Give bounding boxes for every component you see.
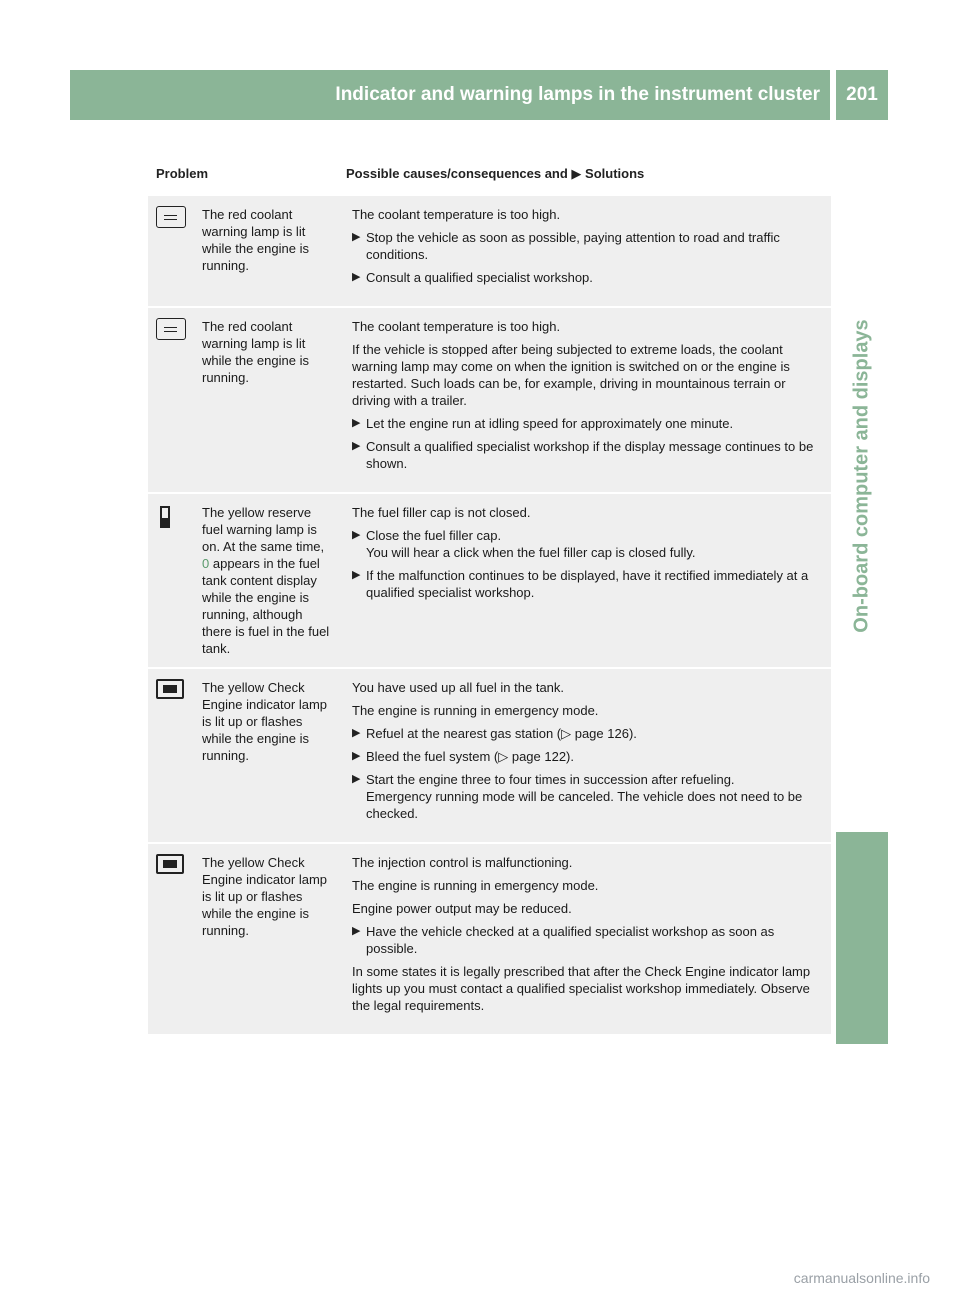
solution-step: ▶ Consult a qualified specialist workshop if the display message continues to be shown. [352, 439, 814, 471]
explanation-text: The engine is running in emergency mode. [352, 703, 599, 718]
explanation-text: If the vehicle is stopped after being subjected to extreme loads, the coolant warning lamp may come on when the ignition is switched on or the engine is restarted. Such loads can be, for example, driving in mountainous terrain or driving with a trailer. [352, 342, 790, 408]
page-reference-link[interactable]: Bleed the fuel system (▷ page 122). [366, 749, 574, 764]
page-reference-link[interactable]: Refuel at the nearest gas station (▷ page 126). [366, 726, 637, 741]
table-row [148, 194, 831, 306]
solution-step: ▶ Refuel at the nearest gas station (▷ page 126). [352, 725, 821, 742]
solution-step: ▶ Start the engine three to four times in succession after refueling. Emergency running mode will be canceled. The vehicle does not need to be checked. [352, 772, 803, 821]
table-row [148, 492, 831, 667]
problem-text: The yellow reserve fuel warning lamp is on. At the same time, 0 appears in the fuel tank content display while the engine is running, although there is fuel in the fuel tank. [202, 505, 330, 656]
check-engine-icon [156, 854, 184, 874]
problem-text: The yellow Check Engine indicator lamp is lit up or flashes while the engine is running. [202, 855, 328, 938]
problem-text: The red coolant warning lamp is lit while the engine is running. [202, 207, 309, 273]
check-engine-icon [156, 679, 184, 699]
column-header-solutions: Possible causes/consequences and ▶ Solutions [346, 166, 645, 181]
troubleshooting-table [148, 150, 831, 1034]
solution-step: ▶ If the malfunction continues to be displayed, have it rectified immediately at a qualified specialist workshop. [352, 568, 809, 600]
explanation-text: Engine power output may be reduced. [352, 901, 572, 916]
problem-text: The red coolant warning lamp is lit while the engine is running. [202, 319, 309, 385]
explanation-text: The engine is running in emergency mode. [352, 878, 599, 893]
coolant-warning-icon [156, 206, 186, 228]
page-title: Indicator and warning lamps in the instrument cluster [335, 84, 820, 105]
solution-step: ▶ Bleed the fuel system (▷ page 122). [352, 748, 821, 765]
table-row [148, 842, 831, 1034]
side-color-block [836, 832, 888, 1044]
solution-step: ▶ Have the vehicle checked at a qualified specialist workshop as soon as possible. [352, 924, 775, 956]
page-number: 201 [846, 84, 878, 105]
cause-text: The coolant temperature is too high. [352, 207, 561, 222]
coolant-warning-icon [156, 318, 186, 340]
fuel-gauge-zero-link[interactable]: 0 [202, 556, 210, 571]
solution-step: ▶ Close the fuel filler cap. You will hear a click when the fuel filler cap is closed fully. [352, 528, 696, 560]
solution-step: ▶ Consult a qualified specialist workshop. [352, 270, 593, 285]
side-tab-label: On-board computer and displays [850, 319, 873, 633]
table-header [148, 150, 831, 194]
solution-step: ▶ Let the engine run at idling speed for approximately one minute. [352, 416, 734, 431]
column-header-problem: Problem [156, 166, 209, 181]
legal-note: In some states it is legally prescribed that after the Check Engine indicator lamp lights up you must contact a qualified specialist workshop immediately. Observe the legal requirements. [352, 964, 811, 1013]
solution-step: ▶ Stop the vehicle as soon as possible, paying attention to road and traffic conditions. [352, 230, 780, 262]
cause-text: The fuel filler cap is not closed. [352, 505, 531, 520]
problem-text: The yellow Check Engine indicator lamp is lit up or flashes while the engine is running. [202, 680, 328, 763]
fuel-reserve-icon [156, 504, 180, 530]
footer-watermark: carmanualsonline.info [793, 1270, 930, 1286]
footer [0, 1270, 960, 1288]
side-tab [836, 124, 888, 828]
cause-text: The coolant temperature is too high. [352, 319, 561, 334]
cause-text: You have used up all fuel in the tank. [352, 680, 565, 695]
table-row [148, 667, 831, 842]
cause-text: The injection control is malfunctioning. [352, 855, 573, 870]
table-row [148, 306, 831, 492]
